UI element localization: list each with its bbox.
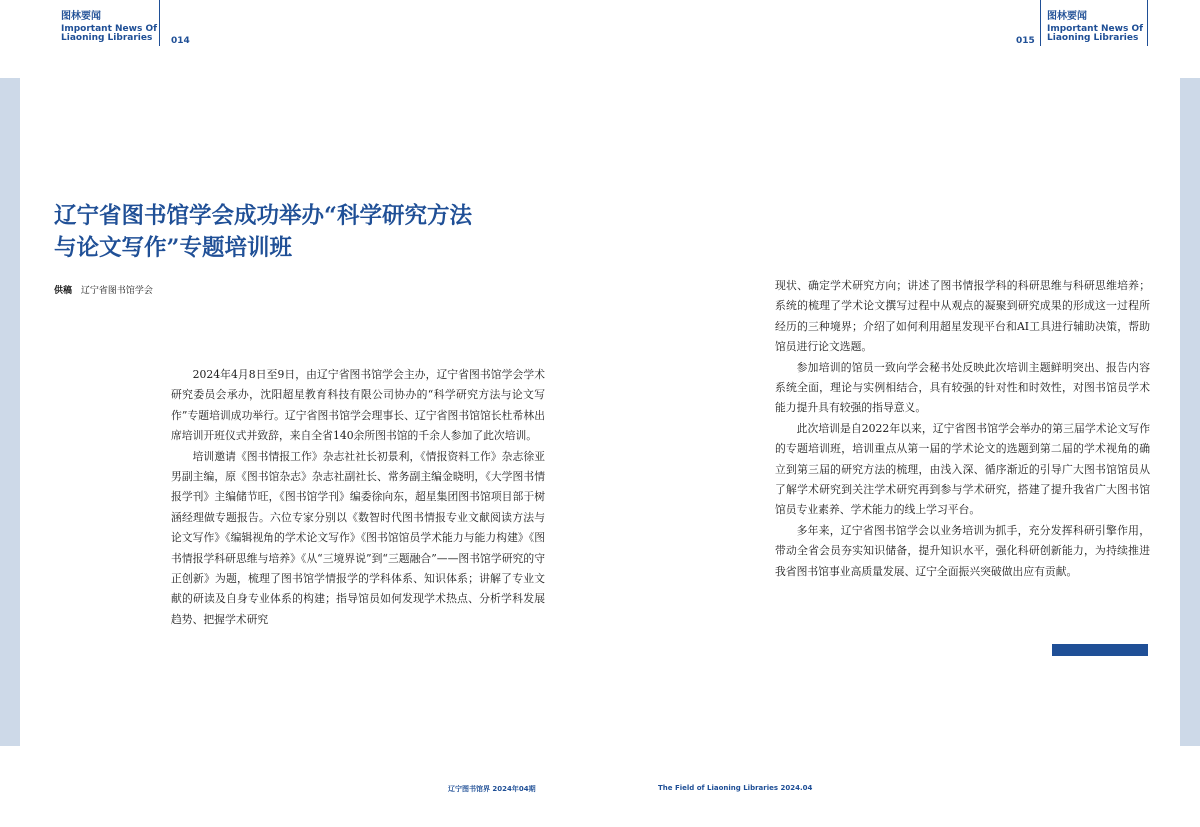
body-paragraph: 此次培训是自2022年以来，辽宁省图书馆学会举办的第三届学术论文写作的专题培训班，培训重点从第一届的学术论文的选题到第二届的学术视角的确立到第三届的研究方法的梳理，由浅入深、循序渐近的引导广大图书馆馆员从了解学术研究到关注学术研究再到参与学术研究，搭建了提升我省广大图书馆馆员专业素养、学术能力的线上学习平台。 xyxy=(775,421,1150,517)
section-title-cn: 图林要闻 xyxy=(61,11,101,22)
byline xyxy=(54,283,153,296)
header-divider-right xyxy=(1040,0,1041,46)
article-title-line2: 与论文写作”专题培训班 xyxy=(54,235,292,261)
byline-label: 供稿 xyxy=(54,286,73,296)
body-paragraph: 多年来，辽宁省图书馆学会以业务培训为抓手，充分发挥科研引擎作用，带动全省会员夯实知识储备，提升知识水平，强化科研创新能力，为持续推进我省图书馆事业高质量发展、辽宁全面振兴突破做出应有贡献。 xyxy=(775,523,1150,578)
body-paragraph: 参加培训的馆员一致向学会秘书处反映此次培训主题鲜明突出、报告内容系统全面，理论与实例相结合，具有较强的针对性和时效性，对图书馆员学术能力提升具有较强的指导意义。 xyxy=(775,360,1150,415)
header-divider-far-right xyxy=(1147,0,1148,46)
body-paragraph-continuation: 现状、确定学术研究方向；讲述了图书情报学科的科研思维与科研思维培养；系统的梳理了学术论文撰写过程中从观点的凝聚到研究成果的形成这一过程所经历的三种境界；介绍了如何利用超星发现平台和AI工具进行辅助决策，帮助馆员进行论文选题。 xyxy=(775,279,1150,354)
section-title-en-line1: Important News Of xyxy=(61,24,158,34)
side-bar-right xyxy=(1180,78,1200,746)
section-header-left xyxy=(61,12,157,43)
article-body-right xyxy=(775,276,1150,582)
article-title-line1: 辽宁省图书馆学会成功举办“科学研究方法 xyxy=(54,203,472,229)
footer-left: 辽宁图书馆界 2024年04期 xyxy=(448,785,536,793)
side-bar-left xyxy=(0,78,20,746)
end-mark-bar xyxy=(1052,644,1148,656)
section-title-cn: 图林要闻 xyxy=(1047,11,1087,22)
section-title-en-line1: Important News Of xyxy=(1047,24,1144,34)
byline-value: 辽宁省图书馆学会 xyxy=(80,286,153,296)
body-paragraph: 2024年4月8日至9日，由辽宁省图书馆学会主办，辽宁省图书馆学会学术研究委员会承办，沈阳超星教育科技有限公司协办的“科学研究方法与论文写作”专题培训成功举行。辽宁省图书馆学会理事长、辽宁省图书馆馆长杜希林出席培训开班仪式并致辞，来自全省140余所图书馆的千余人参加了此次培训。 xyxy=(171,368,545,443)
section-title-en-line2: Liaoning Libraries xyxy=(61,33,153,43)
page-number-right: 015 xyxy=(1016,36,1035,46)
article-body-left xyxy=(171,365,545,630)
header-divider-left xyxy=(159,0,160,46)
page-number-left: 014 xyxy=(171,36,190,46)
body-paragraph: 培训邀请《图书情报工作》杂志社社长初景利，《情报资料工作》杂志徐亚男副主编，原《图书馆杂志》杂志社副社长、常务副主编金晓明，《大学图书情报学刊》主编储节旺，《图书馆学刊》编委徐向东，超星集团图书馆项目部于树涵经理做专题报告。六位专家分别以《数智时代图书情报专业文献阅读方法与论文写作》《编辑视角的学术论文写作》《图书馆馆员学术能力与能力构建》《图书情报学科研思维与培养》《从“三境界说”到“三题融合”——图书馆学研究的守正创新》为题，梳理了图书馆学情报学的学科体系、知识体系；讲解了专业文献的研读及自身专业体系的构建；指导馆员如何发现学术热点、分析学科发展趋势、把握学术研究 xyxy=(171,449,545,626)
section-title-en-line2: Liaoning Libraries xyxy=(1047,33,1139,43)
article-title xyxy=(54,200,574,264)
footer-right: The Field of Liaoning Libraries 2024.04 xyxy=(658,784,813,792)
section-header-right xyxy=(1047,12,1143,43)
